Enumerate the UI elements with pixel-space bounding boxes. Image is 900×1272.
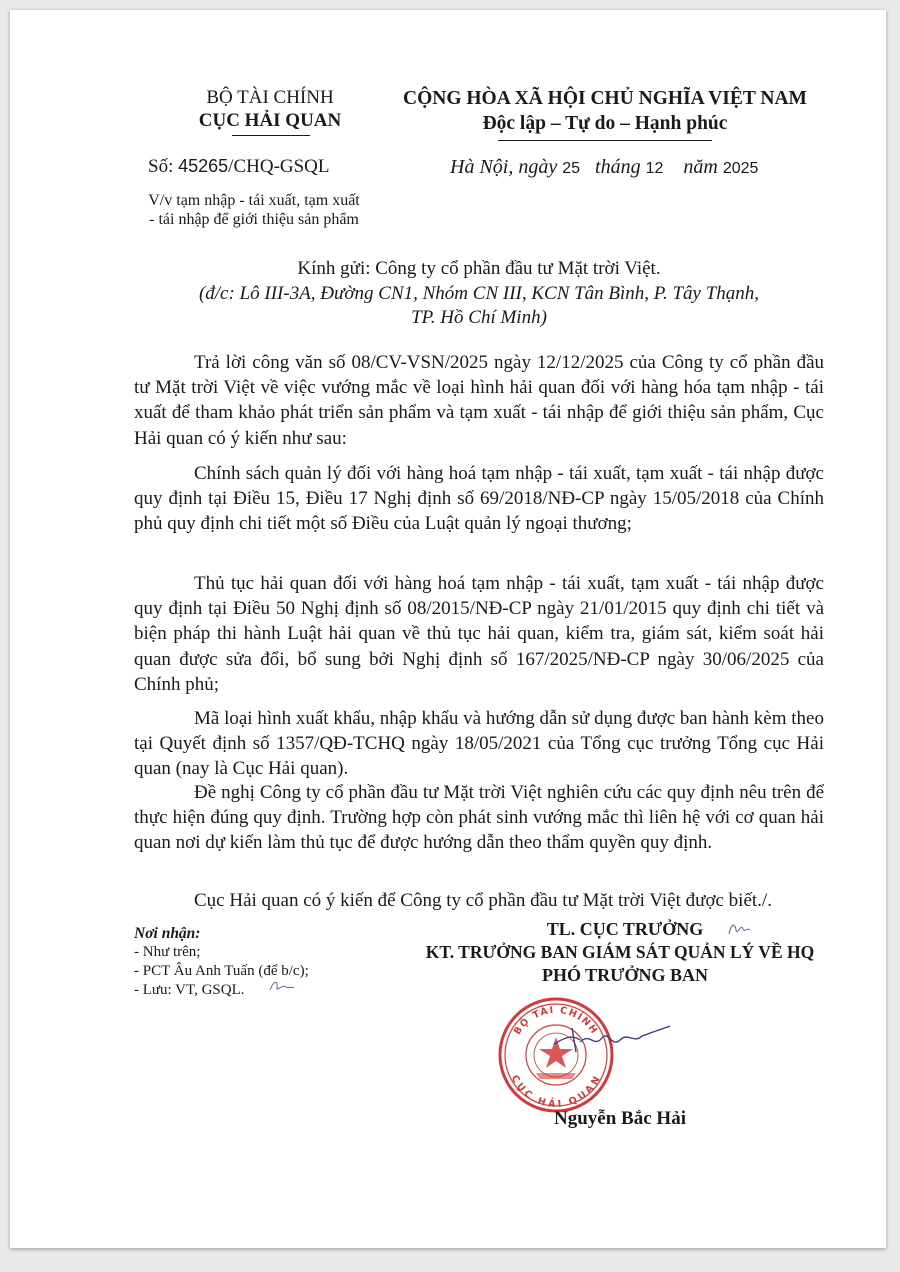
recipients-title: Nơi nhận: (134, 925, 201, 942)
recipient-item: - PCT Âu Anh Tuấn (để b/c); (134, 963, 309, 979)
date-prefix: Hà Nội, ngày (450, 156, 558, 178)
handwritten-signature-icon (550, 1018, 680, 1058)
number-label: Số: (148, 156, 174, 177)
date-year-label: năm (683, 156, 718, 178)
republic-name: CỘNG HÒA XÃ HỘI CHỦ NGHĨA VIỆT NAM (403, 88, 807, 109)
recipient-item: - Như trên; (134, 944, 201, 960)
ministry-name: BỘ TÀI CHÍNH (206, 87, 334, 108)
subject-line-1: V/v tạm nhập - tái xuất, tạm xuất (148, 192, 360, 209)
date-line (450, 156, 758, 179)
seal-top-text: BỘ TÀI CHÍNH (512, 1004, 600, 1037)
svg-text:CỤC HẢI QUAN (509, 1074, 604, 1111)
number-value: 45265 (178, 156, 229, 176)
initial-mark-icon (726, 918, 752, 940)
seal-bottom-text: CỤC HẢI QUAN (508, 1073, 604, 1111)
reference-number (148, 156, 330, 178)
body-paragraph-6: Cục Hải quan có ý kiến để Công ty cổ phần đầu tư Mặt trời Việt được biết./. (194, 890, 772, 911)
date-month: 12 (645, 160, 664, 177)
subject (124, 191, 384, 229)
body-paragraph-2: Chính sách quản lý đối với hàng hoá tạm nhập - tái xuất, tạm xuất - tái nhập được quy định tại Điều 15, Điều 17 Nghị định số 69/2018/NĐ-CP ngày 15/05/2018 của Chính phủ quy định chi tiết một số Điều của Luật quản lý ngoại thương; (134, 463, 824, 535)
recipient-item: - Lưu: VT, GSQL. (134, 982, 245, 998)
date-year: 2025 (722, 160, 759, 177)
signature-line-3: PHÓ TRƯỞNG BAN (541, 965, 708, 985)
motto-underline (498, 140, 712, 141)
subject-line-2: - tái nhập để giới thiệu sản phẩm (149, 211, 359, 228)
document-page (10, 10, 886, 1248)
addressee-line-1: Kính gửi: Công ty cổ phần đầu tư Mặt trời Việt. (297, 258, 661, 279)
body-paragraph-4: Mã loại hình xuất khẩu, nhập khẩu và hướng dẫn sử dụng được ban hành kèm theo tại Quyết định số 1357/QĐ-TCHQ ngày 18/05/2021 của Tổng cục trưởng Tổng cục Hải quan (nay là Cục Hải quan). (134, 708, 824, 780)
body-paragraph-1: Trả lời công văn số 08/CV-VSN/2025 ngày 12/12/2025 của Công ty cổ phần đầu tư Mặt trời Việt về việc vướng mắc về loại hình hải quan đối với hàng hóa tạm nhập - tái xuất để tham khảo phát triển sản phẩm và tạm xuất - tái nhập để giới thiệu sản phẩm, Cục Hải quan có ý kiến như sau: (134, 352, 824, 449)
initial-mark-icon (268, 978, 296, 994)
date-day: 25 (562, 160, 581, 177)
department-underline (232, 135, 310, 136)
addressee-line-3: TP. Hồ Chí Minh) (411, 307, 547, 328)
body-paragraph-5: Đề nghị Công ty cổ phần đầu tư Mặt trời Việt nghiên cứu các quy định nêu trên để thực hiện đúng quy định. Trường hợp còn phát sinh vướng mắc thì liên hệ với cơ quan hải quan nơi dự kiến làm thủ tục để được hướng dẫn theo thẩm quyền quy định. (134, 782, 824, 854)
addressee-line-2: (đ/c: Lô III-3A, Đường CN1, Nhóm CN III, KCN Tân Bình, P. Tây Thạnh, (198, 283, 760, 304)
body-paragraph-3: Thủ tục hải quan đối với hàng hoá tạm nhập - tái xuất, tạm xuất - tái nhập được quy định tại Điều 50 Nghị định số 08/2015/NĐ-CP ngày 21/01/2015 quy định chi tiết và biện pháp thi hành Luật hải quan về thủ tục hải quan, kiểm tra, giám sát, kiểm soát hải quan được sửa đổi, bổ sung bởi Nghị định số 167/2025/NĐ-CP ngày 30/06/2025 của Chính phủ; (134, 573, 824, 695)
signature-line-2: KT. TRƯỞNG BAN GIÁM SÁT QUẢN LÝ VỀ HQ (425, 942, 815, 962)
number-suffix: /CHQ-GSQL (228, 156, 330, 177)
date-month-label: tháng (595, 156, 641, 178)
signer-name: Nguyễn Bắc Hải (554, 1108, 686, 1129)
national-motto: Độc lập – Tự do – Hạnh phúc (482, 113, 728, 134)
department-name: CỤC HẢI QUAN (198, 110, 342, 131)
signature-line-1: TL. CỤC TRƯỞNG (546, 919, 704, 939)
